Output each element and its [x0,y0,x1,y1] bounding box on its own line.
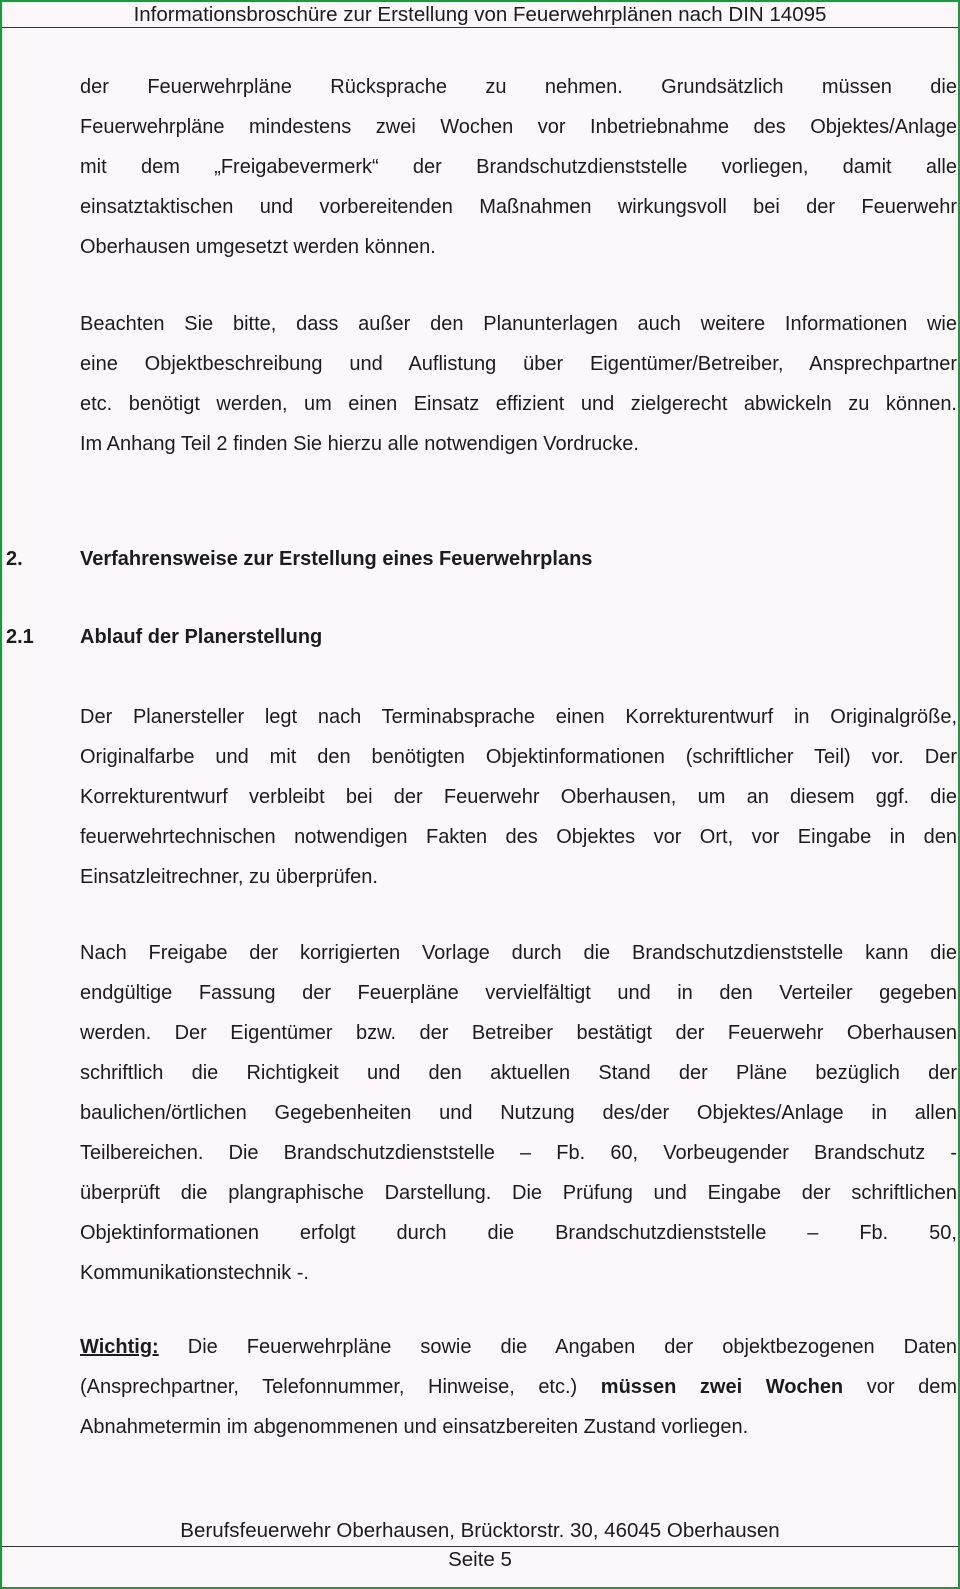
page-header [2,2,958,28]
important-text: Die Feuerwehrpläne sowie die Angaben der objektbezogenen Daten [158,1336,957,1358]
text-line: feuerwehrtechnischen notwendigen Fakten des Objektes vor Ort, vor Eingabe in den [80,826,957,848]
text-line: einsatztaktischen und vorbereitenden Maßnahmen wirkungsvoll bei der Feuerwehr [80,196,957,218]
text-line: etc. benötigt werden, um einen Einsatz effizient und zielgerecht abwickeln zu können. [80,393,957,415]
paragraph-1 [80,67,957,267]
text-line: Abnahmetermin im abgenommenen und einsatzbereiten Zustand vorliegen. [80,1416,749,1438]
text-line [80,1327,957,1367]
paragraph-3 [80,697,957,897]
text-line: eine Objektbeschreibung und Auflistung über Eigentümer/Betreiber, Ansprechpartner [80,353,957,375]
header-title: Informationsbroschüre zur Erstellung von Feuerwehrplänen nach DIN 14095 [133,3,827,26]
text-line: der Feuerwehrpläne Rücksprache zu nehmen. Grundsätzlich müssen die [80,76,957,98]
text-line: Objektinformationen erfolgt durch die Brandschutzdienststelle – Fb. 50, [80,1222,957,1244]
text-line: Der Planersteller legt nach Terminabsprache einen Korrekturentwurf in Originalgröße, [80,706,957,728]
important-text: vor dem [843,1376,957,1398]
text-line: endgültige Fassung der Feuerpläne vervielfältigt und in den Verteiler gegeben [80,982,957,1004]
section-number: 2.1 [6,626,34,648]
text-line: überprüft die plangraphische Darstellung. Die Prüfung und Eingabe der schriftlichen [80,1182,957,1204]
text-line [80,1367,957,1407]
text-line: Oberhausen umgesetzt werden können. [80,236,436,258]
text-line: Feuerwehrpläne mindestens zwei Wochen vor Inbetriebnahme des Objektes/Anlage [80,116,957,138]
paragraph-2 [80,304,957,464]
text-line: Einsatzleitrechner, zu überprüfen. [80,866,378,888]
section-title: Verfahrensweise zur Erstellung eines Feuerwehrplans [80,548,593,570]
text-line: Kommunikationstechnik -. [80,1262,309,1284]
important-text: (Ansprechpartner, Telefonnummer, Hinweise, etc.) [80,1376,601,1398]
text-line: Beachten Sie bitte, dass außer den Planunterlagen auch weitere Informationen wie [80,313,957,335]
text-line: Nach Freigabe der korrigierten Vorlage durch die Brandschutzdienststelle kann die [80,942,957,964]
text-line: Korrekturentwurf verbleibt bei der Feuerwehr Oberhausen, um an diesem ggf. die [80,786,957,808]
footer-address: Berufsfeuerwehr Oberhausen, Brücktorstr. 30, 46045 Oberhausen [180,1519,780,1542]
important-emphasis: müssen zwei Wochen [600,1376,844,1398]
section-title: Ablauf der Planerstellung [80,626,323,648]
footer-page-wrap [2,1546,958,1573]
text-line: werden. Der Eigentümer bzw. der Betreiber bestätigt der Feuerwehr Oberhausen [80,1022,957,1044]
text-line: Originalfarbe und mit den benötigten Objektinformationen (schriftlicher Teil) vor. Der [80,746,957,768]
paragraph-important [80,1327,957,1447]
text-line: Teilbereichen. Die Brandschutzdienststelle – Fb. 60, Vorbeugender Brandschutz - [80,1142,957,1164]
page-number: Seite 5 [448,1548,512,1571]
text-line: schriftlich die Richtigkeit und den aktuellen Stand der Pläne bezüglich der [80,1062,957,1084]
text-line: mit dem „Freigabevermerk“ der Brandschutzdienststelle vorliegen, damit alle [80,156,957,178]
important-label: Wichtig: [80,1336,159,1358]
paragraph-4 [80,933,957,1293]
text-line: Im Anhang Teil 2 finden Sie hierzu alle notwendigen Vordrucke. [80,433,639,455]
section-number: 2. [6,548,23,570]
text-line: baulichen/örtlichen Gegebenheiten und Nutzung des/der Objektes/Anlage in allen [80,1102,957,1124]
